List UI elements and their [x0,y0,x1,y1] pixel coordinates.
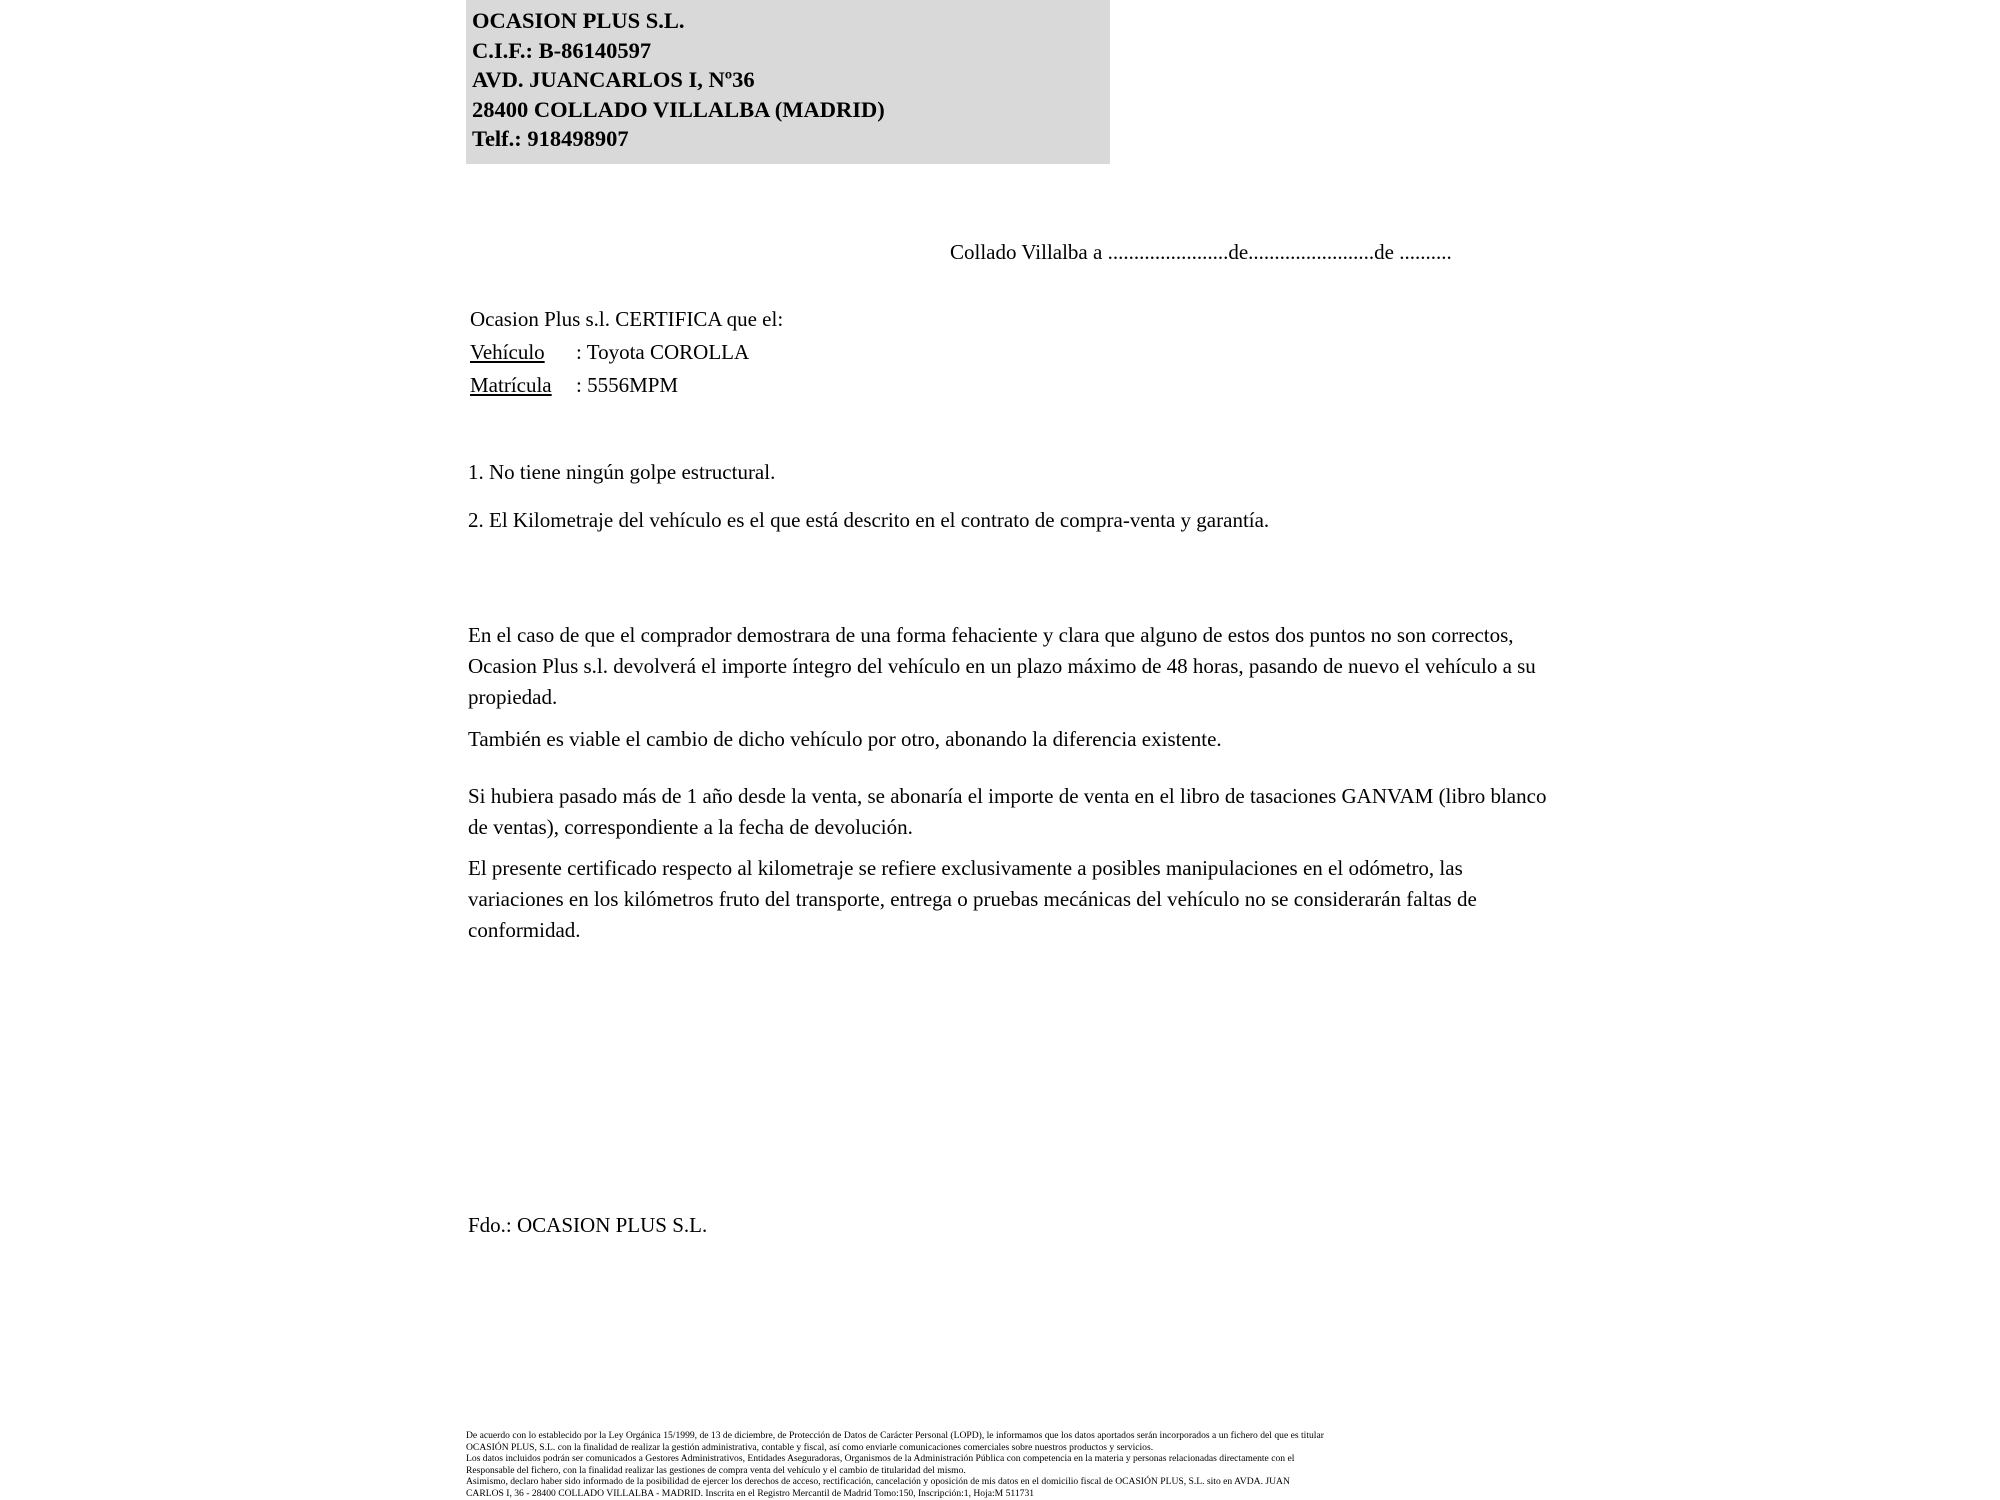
certification-block [470,303,783,402]
legal-notice [466,1430,1576,1500]
company-letterhead [466,0,1110,164]
vehicle-row [470,336,783,369]
company-address: AVD. JUANCARLOS I, Nº36 [472,67,755,92]
plate-value: : 5556MPM [576,373,679,397]
statement-item-2: 2. El Kilometraje del vehículo es el que está descrito en el contrato de compra-venta y garantía. [468,508,1270,532]
vehicle-label: Vehículo [470,340,545,364]
vehicle-value: : Toyota COROLLA [576,340,750,364]
legal-line-4: Responsable del fichero, con la finalidad realizar las gestiones de compra venta del vehículo y el cambio de titularidad del mismo. [466,1464,966,1476]
signature-line: Fdo.: OCASION PLUS S.L. [468,1213,708,1237]
body-paragraph-3: Si hubiera pasado más de 1 año desde la venta, se abonaría el importe de venta en el libro de tasaciones GANVAM (libro blanco de ventas), correspondiente a la fecha de devolución. [468,784,1547,839]
place-and-date-line: Collado Villalba a .......................de........................de .......... [950,240,1452,264]
statement-item-1: 1. No tiene ningún golpe estructural. [468,460,776,484]
company-city: 28400 COLLADO VILLALBA (MADRID) [472,96,885,122]
legal-line-3: Los datos incluidos podrán ser comunicados a Gestores Administrativos, Entidades Aseguradoras, Organismos de la Administración Pública con competencia en la materia y personas relacionadas directamente con el [466,1453,1295,1465]
company-phone: Telf.: 918498907 [472,126,629,151]
company-cif: C.I.F.: B-86140597 [472,37,652,63]
body-paragraph-2: También es viable el cambio de dicho vehículo por otro, abonando la diferencia existente. [468,727,1222,751]
body-paragraph-1: En el caso de que el comprador demostrara de una forma fehaciente y clara que alguno de estos dos puntos no son correctos, Ocasion Plus s.l. devolverá el importe íntegro del vehículo en un plazo máximo de 48 horas, pasando de nuevo el vehículo a su propiedad. [468,623,1536,709]
legal-line-5: Asimismo, declaro haber sido informado de la posibilidad de ejercer los derechos de acceso, rectificación, cancelación y oposición de mis datos en el domicilio fiscal de OCASIÓN PLUS, S.L. sito en AVDA. JUAN [466,1476,1290,1488]
plate-row [470,369,783,402]
plate-label: Matrícula [470,373,552,397]
company-name: OCASION PLUS S.L. [472,8,685,33]
certifies-intro: Ocasion Plus s.l. CERTIFICA que el: [470,307,784,331]
legal-line-1: De acuerdo con lo establecido por la Ley Orgánica 15/1999, de 13 de diciembre, de Protección de Datos de Carácter Personal (LOPD), le informamos que los datos aportados serán incorporados a un fichero del que es titular [466,1430,1324,1441]
legal-line-6: CARLOS I, 36 - 28400 COLLADO VILLALBA - MADRID. Inscrita en el Registro Mercantil de Madrid Tomo:150, Inscripción:1, Hoja:M 511731 [466,1487,1035,1499]
legal-line-2: OCASIÓN PLUS, S.L. con la finalidad de realizar la gestión administrativa, contable y fiscal, así como enviarle comunicaciones comerciales sobre nuestros productos y servicios. [466,1441,1154,1453]
body-paragraph-4: El presente certificado respecto al kilometraje se refiere exclusivamente a posibles manipulaciones en el odómetro, las variaciones en los kilómetros fruto del transporte, entrega o pruebas mecánicas del vehículo no se considerarán faltas de conformidad. [468,856,1477,942]
